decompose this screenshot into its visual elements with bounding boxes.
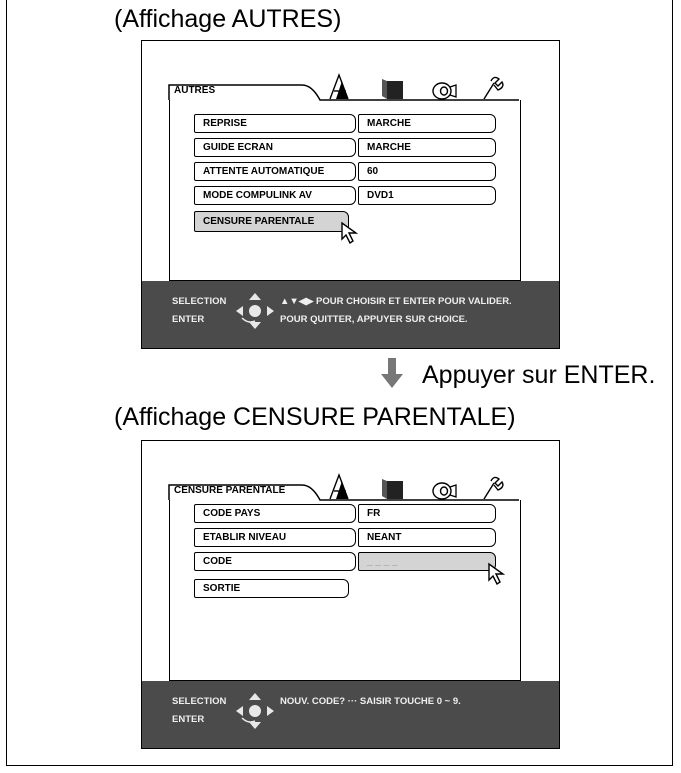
help-line-1: NOUV. CODE? ··· SAISIR TOUCHE 0 ~ 9.: [280, 696, 461, 707]
down-arrow-icon: [380, 358, 404, 390]
help-line-2: POUR QUITTER, APPUYER SUR CHOICE.: [280, 314, 468, 325]
help-enter-label: ENTER: [172, 714, 205, 725]
book-icon[interactable]: [382, 79, 403, 99]
wrench-icon[interactable]: [484, 477, 503, 499]
help-bar: [142, 281, 559, 348]
screen-censure-parentale: [141, 440, 560, 749]
speaker-icon[interactable]: [433, 483, 456, 499]
menu-item-sortie[interactable]: SORTIE: [194, 579, 349, 598]
tab-title: AUTRES: [174, 85, 216, 96]
wrench-icon[interactable]: [484, 77, 503, 99]
book-icon[interactable]: [382, 479, 403, 499]
pointer-cursor-icon: [487, 562, 511, 586]
menu-item-censure-parentale[interactable]: CENSURE PARENTALE: [194, 211, 349, 232]
help-selection-label: SELECTION: [172, 296, 227, 307]
menu-item-reprise[interactable]: REPRISE: [194, 114, 356, 133]
help-enter-label: ENTER: [172, 314, 205, 325]
instruction-text: Appuyer sur ENTER.: [422, 361, 656, 389]
speaker-icon[interactable]: [433, 83, 456, 99]
value-guide-ecran[interactable]: MARCHE: [358, 138, 496, 157]
value-mode-compulink-av[interactable]: DVD1: [358, 186, 496, 205]
value-attente-automatique[interactable]: 60: [358, 162, 496, 181]
menu-item-guide-ecran[interactable]: GUIDE ECRAN: [194, 138, 356, 157]
font-icon[interactable]: [330, 75, 348, 99]
code-input-field[interactable]: _ _ _ _: [358, 552, 496, 571]
font-icon[interactable]: [330, 475, 348, 499]
screen-autres: [141, 40, 560, 349]
menu-item-etablir-niveau[interactable]: ETABLIR NIVEAU: [194, 528, 356, 547]
value-reprise[interactable]: MARCHE: [358, 114, 496, 133]
heading-autres: (Affichage AUTRES): [114, 5, 342, 33]
dpad-icon: [234, 691, 276, 731]
dpad-icon: [234, 291, 276, 331]
heading-censure-parentale: (Affichage CENSURE PARENTALE): [114, 403, 516, 431]
menu-item-code-pays[interactable]: CODE PAYS: [194, 504, 356, 523]
value-code-pays[interactable]: FR: [358, 504, 496, 523]
help-line-1: ▲▼◀▶ POUR CHOISIR ET ENTER POUR VALIDER.: [280, 296, 512, 307]
help-selection-label: SELECTION: [172, 696, 227, 707]
value-etablir-niveau[interactable]: NEANT: [358, 528, 496, 547]
help-bar: [142, 681, 559, 748]
pointer-cursor-icon: [340, 221, 364, 245]
menu-item-mode-compulink-av[interactable]: MODE COMPULINK AV: [194, 186, 356, 205]
menu-item-code[interactable]: CODE: [194, 552, 356, 571]
tab-title: CENSURE PARENTALE: [174, 485, 286, 496]
menu-item-attente-automatique[interactable]: ATTENTE AUTOMATIQUE: [194, 162, 356, 181]
